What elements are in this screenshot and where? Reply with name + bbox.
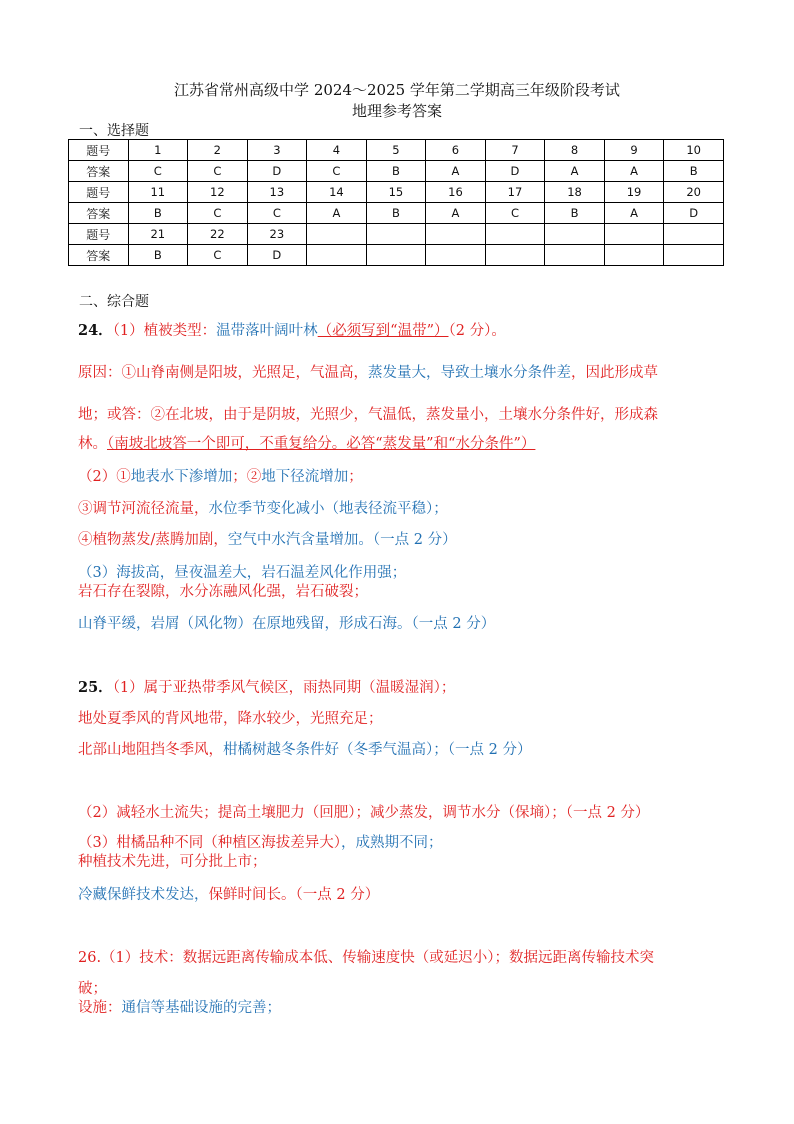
q25-p3a2: ，成熟期不同； bbox=[340, 835, 443, 851]
q25-part1-line1 bbox=[78, 679, 455, 697]
table-cell: 3 bbox=[247, 140, 307, 161]
q24-reason-b: 蒸发量大，导致 bbox=[368, 365, 470, 381]
table-row-header: 题号 bbox=[69, 140, 129, 161]
table-cell bbox=[545, 224, 605, 245]
table-cell: A bbox=[307, 203, 367, 224]
q25-number: 25． bbox=[78, 679, 113, 696]
q24-reason-d: ，因此形成草 bbox=[571, 365, 658, 381]
q24-p2-e: ； bbox=[348, 469, 363, 485]
table-cell: A bbox=[604, 203, 664, 224]
table-row-header: 答案 bbox=[69, 203, 129, 224]
q26-l3a: 设施： bbox=[78, 1000, 122, 1016]
table-cell: 21 bbox=[128, 224, 188, 245]
table-cell: 15 bbox=[366, 182, 426, 203]
table-row bbox=[69, 140, 724, 161]
table-row-header: 题号 bbox=[69, 224, 129, 245]
table-cell: 9 bbox=[604, 140, 664, 161]
table-cell: 17 bbox=[485, 182, 545, 203]
q24-p1-type: 温带落叶阔叶林 bbox=[216, 323, 318, 339]
table-cell: B bbox=[664, 161, 724, 182]
table-cell: 16 bbox=[426, 182, 486, 203]
table-cell: A bbox=[604, 161, 664, 182]
table-cell: A bbox=[426, 161, 486, 182]
q24-number: 24． bbox=[78, 322, 113, 339]
q24-p2-l3a: ④植物蒸发/蒸腾加剧， bbox=[78, 532, 228, 548]
table-cell bbox=[307, 224, 367, 245]
table-cell bbox=[485, 245, 545, 266]
q25-part3-line1 bbox=[78, 834, 442, 852]
q25-l2b: 夏季风的背风地带，降水较少，光照充足； bbox=[107, 711, 383, 727]
table-cell: 22 bbox=[188, 224, 248, 245]
q25-l3b: 柑橘树越冬条件好（冬季气温高）；（一点 2 分） bbox=[223, 742, 532, 758]
q24-reason-end: 林。 bbox=[78, 436, 107, 452]
table-cell: 13 bbox=[247, 182, 307, 203]
answer-table bbox=[68, 139, 724, 266]
table-row-header: 题号 bbox=[69, 182, 129, 203]
section-choice-title: 一、选择题 bbox=[79, 123, 149, 139]
q25-p3c1: 冷藏保鲜技术发达， bbox=[78, 887, 209, 903]
table-row bbox=[69, 245, 724, 266]
q25-part3-line3 bbox=[78, 886, 379, 904]
table-cell: C bbox=[307, 161, 367, 182]
table-cell bbox=[604, 245, 664, 266]
q26-label: 26.（1）技术： bbox=[78, 950, 183, 966]
table-cell bbox=[545, 245, 605, 266]
q24-reason-a: 原因：①山脊南侧是阳坡，光照足，气温高， bbox=[78, 365, 368, 381]
table-cell bbox=[664, 245, 724, 266]
table-cell: D bbox=[664, 203, 724, 224]
q26-part1-line3 bbox=[78, 999, 281, 1017]
table-cell bbox=[366, 224, 426, 245]
q24-p1-score: （2 分）。 bbox=[448, 323, 506, 339]
q25-part1-line3 bbox=[78, 741, 531, 759]
q24-part3-line2: 岩石存在裂隙，水分冻融风化强，岩石破裂； bbox=[78, 584, 368, 600]
q24-p2-l3b: 空气中水汽含量增加。（一点 2 分） bbox=[227, 532, 457, 548]
table-cell: 23 bbox=[247, 224, 307, 245]
table-cell: C bbox=[485, 203, 545, 224]
table-cell: D bbox=[485, 161, 545, 182]
table-cell: C bbox=[188, 161, 248, 182]
q24-part1 bbox=[78, 322, 506, 340]
table-cell: 7 bbox=[485, 140, 545, 161]
table-cell: 11 bbox=[128, 182, 188, 203]
table-cell bbox=[485, 224, 545, 245]
table-cell: B bbox=[366, 161, 426, 182]
table-row bbox=[69, 203, 724, 224]
table-cell: C bbox=[247, 203, 307, 224]
table-cell: 18 bbox=[545, 182, 605, 203]
table-cell: A bbox=[426, 203, 486, 224]
table-row-header: 答案 bbox=[69, 245, 129, 266]
q26-part1-line2: 破； bbox=[78, 981, 107, 997]
q24-part3-line1: （3）海拔高，昼夜温差大，岩石温差风化作用强； bbox=[78, 565, 407, 581]
table-row bbox=[69, 161, 724, 182]
table-cell bbox=[664, 224, 724, 245]
table-row bbox=[69, 182, 724, 203]
q24-reason-c: 土壤水分条件差 bbox=[469, 365, 571, 381]
table-cell bbox=[426, 245, 486, 266]
q24-reason-line1 bbox=[78, 364, 658, 382]
q24-p2-a: （2）① bbox=[78, 469, 131, 485]
q24-p2-d: 地下径流增加 bbox=[261, 469, 349, 485]
table-cell bbox=[307, 245, 367, 266]
table-cell: 14 bbox=[307, 182, 367, 203]
table-row bbox=[69, 224, 724, 245]
q25-part3-line2: 种植技术先进，可分批上市； bbox=[78, 854, 267, 870]
table-cell: B bbox=[128, 203, 188, 224]
table-cell: 8 bbox=[545, 140, 605, 161]
q25-l2a: 地处 bbox=[78, 711, 107, 727]
table-cell bbox=[604, 224, 664, 245]
table-cell: 20 bbox=[664, 182, 724, 203]
table-cell bbox=[426, 224, 486, 245]
q25-part1-line2 bbox=[78, 710, 383, 728]
q26-l3b: 通信等基础设施的完善； bbox=[121, 1000, 281, 1016]
table-cell: 12 bbox=[188, 182, 248, 203]
q25-l3a: 北部山地阻挡冬季风， bbox=[78, 742, 223, 758]
table-cell: A bbox=[545, 161, 605, 182]
q24-p2-l2a: ③调节河流径流量， bbox=[78, 501, 209, 517]
table-cell: 6 bbox=[426, 140, 486, 161]
q25-p3a1: （3）柑橘品种不同（种植区海拔差异大） bbox=[78, 835, 341, 851]
q24-p2-c: ；② bbox=[232, 469, 262, 485]
q24-part3-line3: 山脊平缓，岩屑（风化物）在原地残留，形成石海。（一点 2 分） bbox=[78, 616, 496, 632]
table-cell: B bbox=[545, 203, 605, 224]
q24-reason-line2: 地；或答：②在北坡，由于是阴坡，光照少，气温低，蒸发量小，土壤水分条件好，形成森 bbox=[78, 407, 658, 423]
q24-part2-line2 bbox=[78, 500, 448, 518]
q24-p1-label: （1）植被类型： bbox=[112, 323, 217, 339]
table-cell: 4 bbox=[307, 140, 367, 161]
table-cell: 10 bbox=[664, 140, 724, 161]
q25-l1: （1）属于亚热带季风气候区，雨热同期（温暖湿润）； bbox=[112, 680, 456, 696]
table-cell: C bbox=[188, 245, 248, 266]
q26-l1: 数据远距离传输成本低、传输速度快（或延迟小）；数据远距离传输技术突 bbox=[182, 950, 655, 966]
table-row-header: 答案 bbox=[69, 161, 129, 182]
q24-reason-line3 bbox=[78, 435, 535, 453]
table-cell: D bbox=[247, 161, 307, 182]
section-synthesis-title: 二、综合题 bbox=[79, 294, 149, 310]
table-cell: 19 bbox=[604, 182, 664, 203]
page-subtitle: 地理参考答案 bbox=[351, 102, 442, 120]
q24-part2-line3 bbox=[78, 531, 457, 549]
table-cell bbox=[366, 245, 426, 266]
table-cell: 2 bbox=[188, 140, 248, 161]
table-cell: 5 bbox=[366, 140, 426, 161]
q24-p2-l2b: 水位季节变化减小（地表径流平稳）； bbox=[208, 501, 448, 517]
q24-part2-line1 bbox=[78, 468, 363, 486]
q24-p1-note: （必须写到“温带”） bbox=[317, 323, 449, 339]
q24-p2-b: 地表水下渗增加 bbox=[130, 469, 233, 485]
table-cell: C bbox=[128, 161, 188, 182]
q25-part2: （2）减轻水土流失；提高土壤肥力（回肥）；减少蒸发，调节水分（保墒）；（一点 2 分） bbox=[78, 805, 650, 821]
q24-reason-note: （南坡北坡答一个即可，不重复给分。必答“蒸发量”和“水分条件”） bbox=[107, 436, 536, 452]
table-cell: D bbox=[247, 245, 307, 266]
table-cell: B bbox=[128, 245, 188, 266]
page-title: 江苏省常州高级中学 2024～2025 学年第二学期高三年级阶段考试 bbox=[174, 81, 620, 99]
q26-part1-line1 bbox=[78, 949, 654, 967]
table-cell: 1 bbox=[128, 140, 188, 161]
table-cell: B bbox=[366, 203, 426, 224]
table-cell: C bbox=[188, 203, 248, 224]
q25-p3c2: 保鲜时间长。（一点 2 分） bbox=[208, 887, 380, 903]
